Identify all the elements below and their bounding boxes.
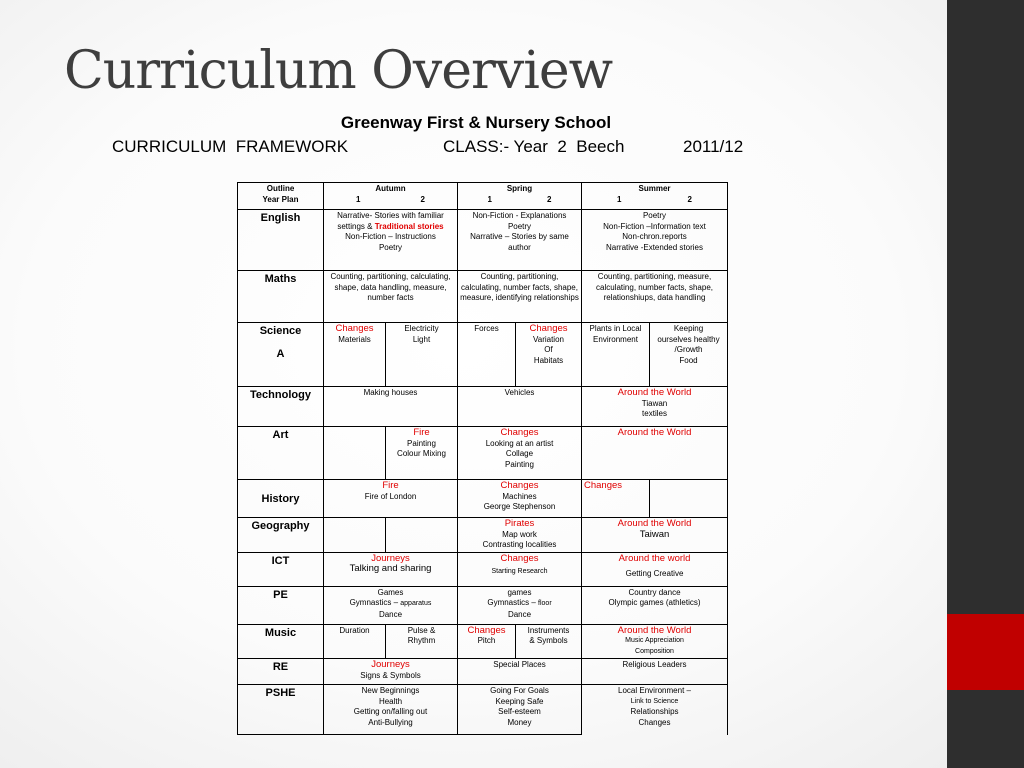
table-row-maths <box>238 271 728 323</box>
pe-autumn-dance: Dance <box>378 609 403 619</box>
table-row-english <box>238 210 728 271</box>
pshe-spring-esteem: Self-esteem <box>498 707 541 716</box>
history-autumn <box>324 480 458 518</box>
re-autumn-topic: Journeys <box>371 659 410 670</box>
english-spring <box>458 210 582 271</box>
header-summer <box>582 183 728 210</box>
english-spring-nonfiction: Non-Fiction - Explanations <box>472 211 567 220</box>
pshe-summer-changes: Changes <box>638 717 671 727</box>
maths-summer: Counting, partitioning, measure, calculating, number facts, shape, relationshiups, data handling <box>582 271 728 323</box>
subject-pshe: PSHE <box>238 685 324 735</box>
music-summer-appreciation: Music Appreciation <box>625 637 684 644</box>
music-spring-2-instruments: Instruments <box>527 625 570 635</box>
class-label: CLASS:- Year 2 Beech <box>443 137 625 156</box>
english-autumn-text: Narrative- Stories with familiar settings & <box>337 211 444 231</box>
english-summer <box>582 210 728 271</box>
technology-autumn: Making houses <box>324 387 458 427</box>
header-autumn-label: Autumn <box>375 184 406 193</box>
english-summer-nonfiction: Non-Fiction –Information text <box>603 221 706 231</box>
geography-summer-country: Taiwan <box>639 528 670 540</box>
header-autumn <box>324 183 458 210</box>
pe-autumn-games: Games <box>377 587 404 597</box>
history-autumn-topic: Fire <box>382 480 399 491</box>
science-spring-2-variation: Variation <box>533 334 564 344</box>
ict-summer-topic: Around the world <box>618 552 691 564</box>
science-summer-2-food: Food <box>679 355 698 365</box>
pe-autumn-gymnastics: Gymnastics – <box>349 598 401 607</box>
table-row-ict <box>238 552 728 586</box>
header-summer-label: Summer <box>638 184 671 193</box>
music-autumn-2-pulse: Pulse & <box>407 625 436 635</box>
music-autumn-2 <box>386 624 458 659</box>
science-autumn-1-topic: Changes <box>335 323 374 334</box>
school-year: 2011/12 <box>683 137 744 156</box>
art-spring-painting: Painting <box>505 459 534 469</box>
geography-summer <box>582 518 728 553</box>
school-name: Greenway First & Nursery School <box>340 113 612 132</box>
pshe-summer-environment: Local Environment – <box>618 686 691 695</box>
framework-line <box>112 137 743 157</box>
header-autumn-2: 2 <box>420 194 425 204</box>
pshe-autumn-getting-on: Getting on/falling out <box>353 707 428 716</box>
pshe-spring-goals: Going For Goals <box>490 686 549 695</box>
pe-spring-games: games <box>507 587 532 597</box>
history-autumn-text: Fire of London <box>364 491 417 501</box>
science-summer-1-plants: Plants in Local <box>589 324 642 333</box>
english-autumn <box>324 210 458 271</box>
table-row-science <box>238 323 728 387</box>
ict-spring-topic: Changes <box>500 552 539 564</box>
music-spring-2-symbols: & Symbols <box>529 636 568 645</box>
subject-art: Art <box>238 427 324 480</box>
history-summer-topic: Changes <box>584 480 623 491</box>
history-spring-machines: Machines <box>502 491 537 501</box>
english-spring-poetry: Poetry <box>507 221 532 231</box>
english-autumn-poetry: Poetry <box>378 242 403 252</box>
subject-re: RE <box>238 659 324 685</box>
header-year-plan-label: Year Plan <box>262 194 299 204</box>
music-summer-topic: Around the World <box>617 624 692 636</box>
header-spring-label: Spring <box>506 184 533 193</box>
art-summer-topic: Around the World <box>617 427 692 438</box>
side-bar-accent <box>947 614 1024 690</box>
english-autumn-highlight: Traditional stories <box>374 221 444 231</box>
science-summer-1 <box>582 323 650 387</box>
music-spring-1 <box>458 624 516 659</box>
science-autumn-1-text: Materials <box>338 334 371 344</box>
music-autumn-2-rhythm: Rhythm <box>407 636 436 645</box>
technology-summer <box>582 387 728 427</box>
geography-autumn-2 <box>386 518 458 553</box>
geography-spring-localities: Contrasting localities <box>482 540 557 549</box>
music-spring-2 <box>516 624 582 659</box>
technology-summer-topic: Around the World <box>617 387 692 398</box>
maths-spring: Counting, partitioning, calculating, number facts, shape, measure, identifying relationships <box>458 271 582 323</box>
table-row-music <box>238 624 728 659</box>
subject-pe: PE <box>238 586 324 624</box>
table-row-art <box>238 427 728 480</box>
table-row-history <box>238 480 728 518</box>
science-spring-1: Forces <box>458 323 516 387</box>
header-spring-2: 2 <box>547 194 552 204</box>
science-summer-1-environment: Environment <box>593 334 638 344</box>
subject-english: English <box>238 210 324 271</box>
music-spring-1-topic: Changes <box>467 624 506 636</box>
header-spring <box>458 183 582 210</box>
subject-geography: Geography <box>238 518 324 553</box>
pshe-autumn-anti-bullying: Anti-Bullying <box>368 717 413 727</box>
art-spring <box>458 427 582 480</box>
ict-summer-text: Getting Creative <box>625 569 684 578</box>
table-row-technology <box>238 387 728 427</box>
art-autumn-2-colour: Colour Mixing <box>397 449 446 458</box>
art-summer <box>582 427 728 480</box>
english-spring-narrative: Narrative – Stories by same author <box>470 232 569 252</box>
pshe-autumn-beginnings: New Beginnings <box>361 686 420 695</box>
music-autumn-1: Duration <box>324 624 386 659</box>
art-spring-collage: Collage <box>505 449 534 458</box>
pshe-spring <box>458 685 582 735</box>
history-spring-person: George Stephenson <box>483 502 556 511</box>
pshe-summer-relationships: Relationships <box>630 707 679 716</box>
music-spring-1-pitch: Pitch <box>477 636 496 645</box>
subject-history: History <box>238 480 324 518</box>
art-autumn-2-painting: Painting <box>407 438 436 448</box>
subject-music: Music <box>238 624 324 659</box>
pe-spring <box>458 586 582 624</box>
science-summer-2 <box>650 323 728 387</box>
re-autumn <box>324 659 458 685</box>
english-autumn-nonfiction: Non-Fiction – Instructions <box>345 232 436 241</box>
science-summer-2-growth: /Growth <box>674 345 703 354</box>
history-spring <box>458 480 582 518</box>
subject-science <box>238 323 324 387</box>
header-outline <box>238 183 324 210</box>
geography-spring-topic: Pirates <box>504 518 535 529</box>
science-autumn-1 <box>324 323 386 387</box>
pshe-autumn <box>324 685 458 735</box>
geography-summer-topic: Around the World <box>617 518 692 529</box>
music-summer <box>582 624 728 659</box>
science-spring-2 <box>516 323 582 387</box>
history-summer-2 <box>650 480 728 518</box>
science-autumn-2-light: Light <box>412 334 431 344</box>
science-spring-2-topic: Changes <box>529 323 568 334</box>
science-autumn-2-electricity: Electricity <box>404 324 439 333</box>
re-autumn-text: Signs & Symbols <box>360 670 421 680</box>
art-autumn-2-topic: Fire <box>413 427 430 438</box>
header-summer-1: 1 <box>617 194 622 204</box>
header-autumn-1: 1 <box>356 194 361 204</box>
music-summer-composition: Composition <box>635 647 674 655</box>
subject-maths: Maths <box>238 271 324 323</box>
geography-spring-mapwork: Map work <box>502 529 537 539</box>
pe-autumn-gymnastics-type: apparatus <box>400 600 432 607</box>
pe-spring-gymnastics-type: floor <box>538 600 552 607</box>
english-summer-narrative: Narrative -Extended stories <box>606 242 703 252</box>
pe-spring-gymnastics: Gymnastics – <box>487 598 539 607</box>
ict-spring-text: Starting Research <box>491 568 548 575</box>
art-autumn-1 <box>324 427 386 480</box>
science-spring-2-habitats: Habitats <box>533 355 564 365</box>
pshe-autumn-health: Health <box>378 696 403 706</box>
geography-autumn-1 <box>324 518 386 553</box>
technology-spring: Vehicles <box>458 387 582 427</box>
ict-autumn-topic: Journeys <box>371 552 410 564</box>
pshe-summer-science-link: Link to Science <box>630 697 679 705</box>
pe-summer <box>582 586 728 624</box>
subject-science-label: Science <box>259 325 302 337</box>
ict-autumn-text: Talking and sharing <box>349 563 432 574</box>
subject-technology: Technology <box>238 387 324 427</box>
header-summer-2: 2 <box>687 194 692 204</box>
table-row-pshe <box>238 685 728 735</box>
science-summer-2-healthy: ourselves healthy <box>657 334 720 344</box>
table-row-re <box>238 659 728 685</box>
pe-spring-dance: Dance <box>507 609 532 619</box>
ict-autumn <box>324 552 458 586</box>
art-spring-topic: Changes <box>500 427 539 438</box>
science-autumn-2 <box>386 323 458 387</box>
history-spring-topic: Changes <box>500 480 539 491</box>
table-row-pe <box>238 586 728 624</box>
table-header-row <box>238 183 728 210</box>
science-summer-2-keeping: Keeping <box>673 324 704 333</box>
pshe-summer <box>582 685 728 735</box>
art-spring-artist: Looking at an artist <box>485 438 554 448</box>
technology-summer-textiles: textiles <box>642 409 667 418</box>
science-spring-2-of: Of <box>544 345 553 354</box>
ict-summer <box>582 552 728 586</box>
header-spring-1: 1 <box>487 194 492 204</box>
pe-summer-dance: Country dance <box>628 587 681 597</box>
english-summer-poetry: Poetry <box>642 211 667 220</box>
pe-summer-olympics: Olympic games (athletics) <box>608 598 701 607</box>
framework-label: CURRICULUM FRAMEWORK <box>112 137 349 156</box>
pshe-spring-safe: Keeping Safe <box>495 696 544 706</box>
re-spring: Special Places <box>458 659 582 685</box>
table-row-geography <box>238 518 728 553</box>
page-title: Curriculum Overview <box>64 41 613 101</box>
history-summer-1 <box>582 480 650 518</box>
curriculum-table <box>237 182 728 735</box>
pshe-spring-money: Money <box>507 717 532 727</box>
subject-ict: ICT <box>238 552 324 586</box>
re-summer: Religious Leaders <box>582 659 728 685</box>
maths-autumn: Counting, partitioning, calculating, shape, data handling, measure, number facts <box>324 271 458 323</box>
technology-summer-country: Tiawan <box>641 398 668 408</box>
art-autumn-2 <box>386 427 458 480</box>
pe-autumn <box>324 586 458 624</box>
subject-science-sub: A <box>276 348 285 360</box>
geography-spring <box>458 518 582 553</box>
header-outline-label: Outline <box>266 184 295 193</box>
ict-spring <box>458 552 582 586</box>
english-summer-reports: Non-chron.reports <box>622 232 687 241</box>
